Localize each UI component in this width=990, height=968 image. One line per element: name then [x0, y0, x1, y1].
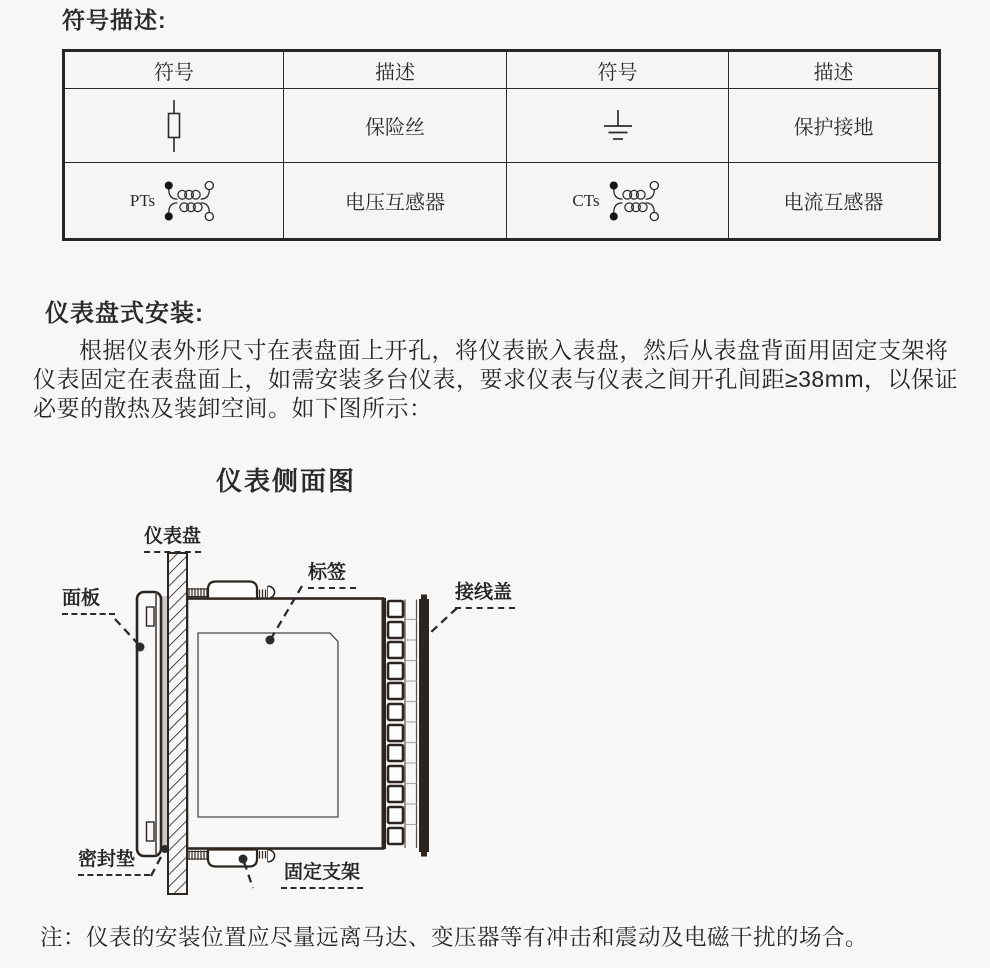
panel-board-hatched: [168, 553, 187, 894]
bottom-bracket: [187, 850, 275, 867]
front-panel-dot: [136, 643, 145, 652]
transformer-coils-icon: [607, 178, 663, 224]
installation-paragraph: 根据仪表外形尺寸在表盘面上开孔，将仪表嵌入表盘，然后从表盘背面用固定支架将仪表固定在表盘面上，如需安装多台仪表，要求仪表与仪表之间开孔间距≥38mm，以保证必要的散热及装卸空间。如下图所示：: [33, 337, 959, 421]
terminal-block: [382, 598, 417, 849]
cell-pt-desc: 电压互感器: [284, 163, 507, 240]
section-heading: 仪表盘式安装:: [45, 300, 204, 327]
side-view-diagram: [30, 520, 570, 922]
label-terminal-cover: 接线盖: [455, 582, 515, 609]
header-symbol-2: 符号: [507, 51, 729, 89]
label-panel-board: 仪表盘: [144, 526, 201, 553]
cell-earth-symbol: [507, 89, 729, 163]
cell-ct-symbol: [507, 163, 729, 240]
symbol-table: [62, 49, 941, 241]
cell-ct-desc: 电流互感器: [729, 163, 940, 240]
pt-prefix: PTs: [129, 190, 156, 210]
ct-prefix: CTs: [572, 190, 600, 210]
cell-earth-desc: 保护接地: [729, 89, 940, 163]
leader-front-panel: [115, 619, 139, 645]
label-gasket: 密封垫: [78, 849, 150, 876]
terminal-cover-bar: [419, 595, 429, 857]
table-row: [64, 89, 940, 163]
transformer-coils-icon: [162, 178, 218, 224]
gasket-dot: [161, 845, 169, 853]
footnote: 注：仪表的安装位置应尽量远离马达、变压器等有冲击和震动及电磁干扰的场合。: [40, 925, 869, 950]
header-desc-1: 描述: [284, 51, 507, 89]
label-front-panel: 面板: [62, 588, 115, 615]
cell-fuse-symbol: [64, 89, 284, 163]
label-bracket: 固定支架: [281, 862, 363, 889]
front-panel-bezel: [137, 592, 161, 856]
top-bracket: [187, 582, 275, 599]
fuse-icon: [162, 100, 186, 152]
leader-terminal-cover: [429, 608, 457, 634]
header-desc-2: 描述: [729, 51, 940, 89]
label-sticker-dot: [266, 636, 275, 645]
bracket-dot: [239, 855, 248, 864]
header-symbol-1: 符号: [64, 51, 284, 89]
earth-ground-icon: [601, 110, 635, 142]
table-row: [64, 163, 940, 240]
label-sticker: 标签: [308, 562, 356, 589]
page-title: 符号描述:: [62, 7, 167, 33]
cell-pt-symbol: [64, 163, 284, 240]
instrument-body: [187, 599, 383, 849]
cell-fuse-desc: 保险丝: [284, 89, 507, 163]
diagram-title: 仪表侧面图: [216, 467, 357, 496]
table-header-row: [64, 51, 940, 89]
